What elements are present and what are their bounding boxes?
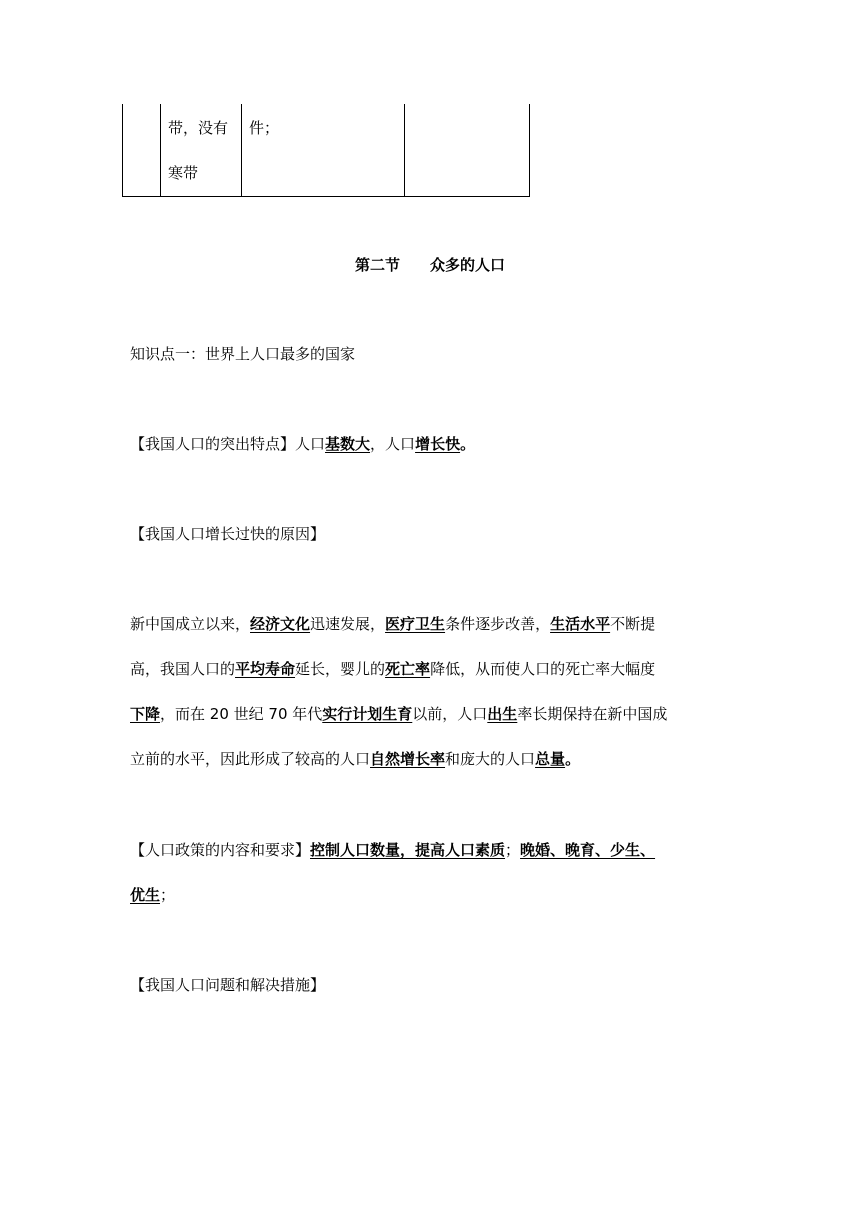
keyword: 出生 bbox=[487, 705, 518, 723]
section-number: 第二节 bbox=[354, 256, 400, 274]
keyword: 优生 bbox=[130, 886, 161, 904]
table-cell bbox=[123, 104, 161, 197]
keyword: 平均寿命 bbox=[235, 660, 296, 678]
keyword: 总量 bbox=[535, 750, 566, 768]
keyword: 晚婚、晚育、少生、 bbox=[520, 841, 656, 859]
keyword: 经济文化 bbox=[250, 615, 311, 633]
reasons-paragraph: 新中国成立以来，经济文化迅速发展，医疗卫生条件逐步改善，生活水平不断提 高，我国人口的平均寿命延长，婴儿的死亡率降低，从而使人口的死亡率大幅度 下降，而在 20 世纪 70 年代实行计划生育以前，人口出生率长期保持在新中国成 立前的水平，因此形成了较高的人口自然增长率和庞大的人口总量。 bbox=[130, 615, 668, 768]
keyword: 实行计划生育 bbox=[322, 705, 413, 723]
table-row bbox=[123, 104, 530, 197]
keyword: 增长快 bbox=[415, 435, 461, 453]
table-cell bbox=[161, 104, 242, 197]
section-title bbox=[0, 254, 860, 275]
policy-paragraph: 【人口政策的内容和要求】控制人口数量，提高人口素质；晚婚、晚育、少生、 优生； bbox=[130, 841, 656, 904]
features-paragraph: 【我国人口的突出特点】人口基数大，人口增长快。 bbox=[130, 435, 476, 453]
cell-text: 带，没有 bbox=[168, 119, 229, 137]
features-heading: 【我国人口的突出特点】 bbox=[130, 435, 296, 453]
keyword: 死亡率 bbox=[385, 660, 431, 678]
table-fragment bbox=[122, 104, 530, 197]
cell-text: 件； bbox=[249, 119, 280, 137]
measures-heading: 【我国人口问题和解决措施】 bbox=[130, 976, 326, 994]
cell-text: 寒带 bbox=[168, 164, 199, 182]
keyword: 下降 bbox=[130, 705, 161, 723]
keyword: 自然增长率 bbox=[370, 750, 446, 768]
keyword: 控制人口数量，提高人口素质 bbox=[310, 841, 506, 859]
section-name: 众多的人口 bbox=[430, 256, 506, 274]
table-cell bbox=[242, 104, 405, 197]
table-cell bbox=[405, 104, 530, 197]
keyword: 基数大 bbox=[325, 435, 371, 453]
knowledge-point: 知识点一：世界上人口最多的国家 bbox=[130, 345, 356, 363]
keyword: 医疗卫生 bbox=[385, 615, 446, 633]
keyword: 生活水平 bbox=[550, 615, 611, 633]
reasons-heading: 【我国人口增长过快的原因】 bbox=[130, 525, 326, 543]
policy-heading: 【人口政策的内容和要求】 bbox=[130, 841, 311, 859]
